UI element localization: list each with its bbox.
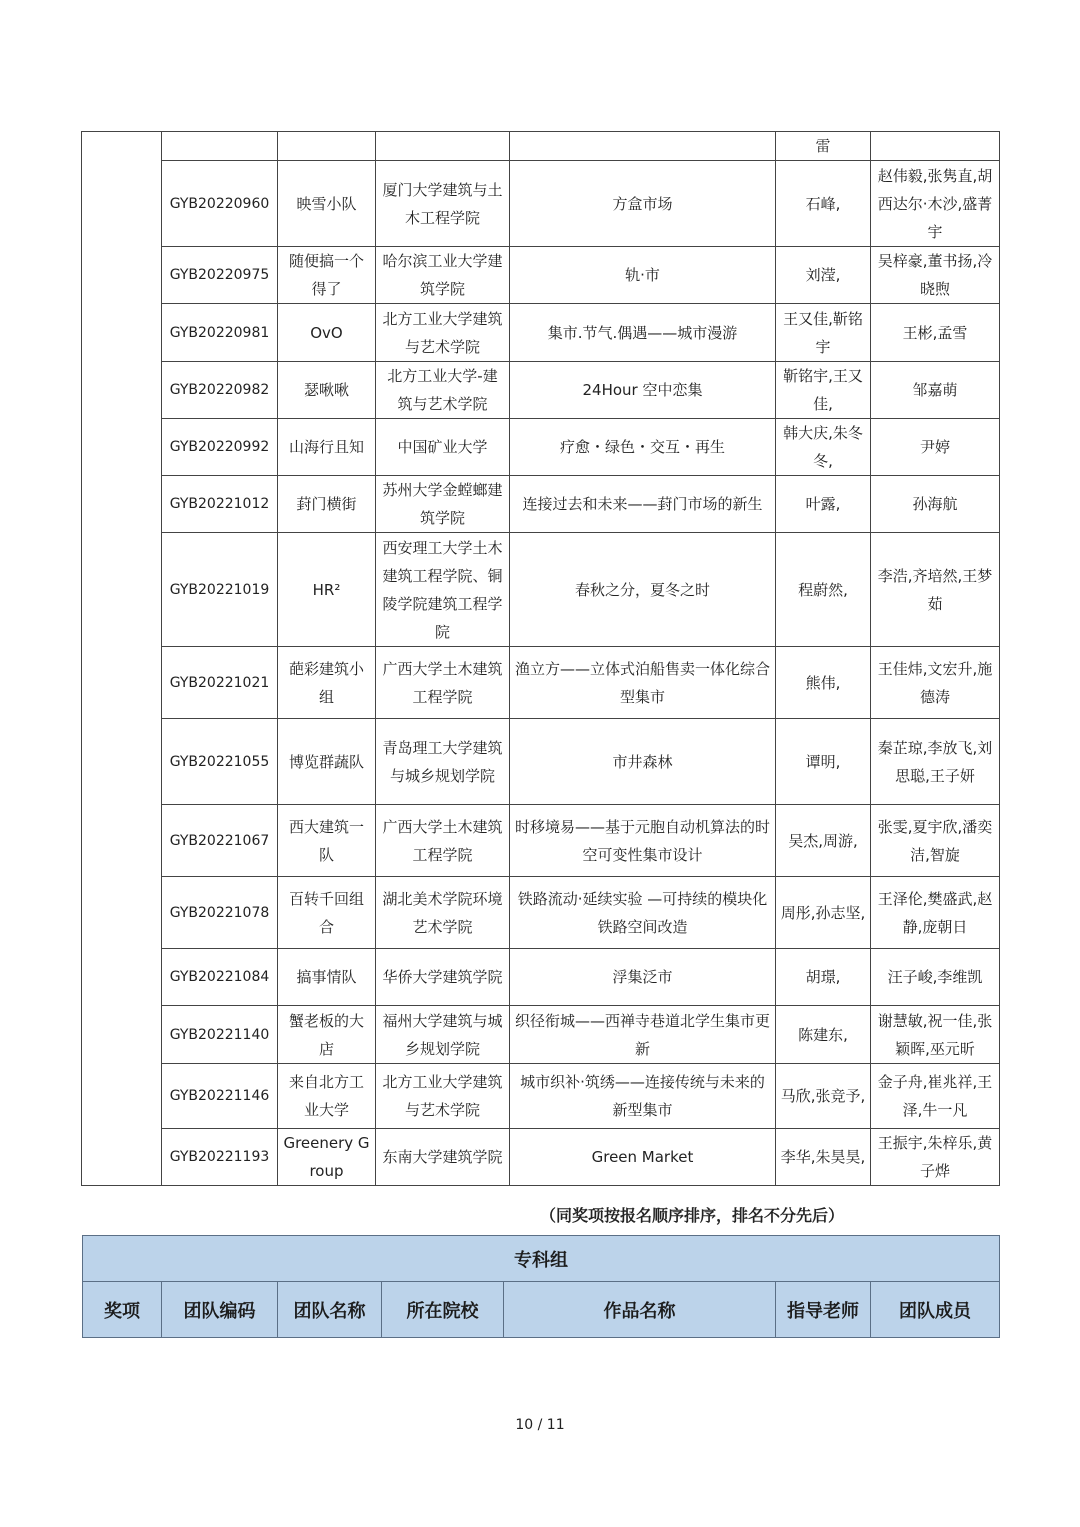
members-cell: 吴梓豪,董书扬,冷晓煦 xyxy=(871,247,1000,304)
school-cell: 广西大学土木建筑工程学院 xyxy=(376,805,510,877)
work-cell: 疗愈・绿色・交互・再生 xyxy=(510,419,776,476)
members-cell: 赵伟毅,张隽直,胡西达尔·木沙,盛菁宇 xyxy=(871,161,1000,247)
team-code-cell: GYB20220982 xyxy=(162,362,278,419)
team-name-cell: OvO xyxy=(278,304,376,362)
work-cell: 浮集泛市 xyxy=(510,949,776,1006)
advisor-cell: 雷 xyxy=(776,132,871,161)
members-cell: 尹婷 xyxy=(871,419,1000,476)
header-team-code: 团队编码 xyxy=(162,1282,278,1338)
members-cell: 王振宇,朱梓乐,黄子烨 xyxy=(871,1129,1000,1186)
table-row xyxy=(82,304,1000,362)
members-cell: 李浩,齐培然,王梦茹 xyxy=(871,533,1000,647)
team-code-cell: GYB20221140 xyxy=(162,1006,278,1064)
members-cell: 孙海航 xyxy=(871,476,1000,533)
team-name-cell: 葩彩建筑小组 xyxy=(278,647,376,719)
work-cell: 渔立方——立体式泊船售卖一体化综合型集市 xyxy=(510,647,776,719)
school-cell: 北方工业大学-建筑与艺术学院 xyxy=(376,362,510,419)
table-row xyxy=(82,949,1000,1006)
award-cell xyxy=(82,132,162,1186)
team-code-cell: GYB20221084 xyxy=(162,949,278,1006)
advisor-cell: 胡璟, xyxy=(776,949,871,1006)
table-row xyxy=(82,533,1000,647)
advisor-cell: 马欣,张竞予, xyxy=(776,1064,871,1129)
table-row xyxy=(82,161,1000,247)
school-cell xyxy=(376,132,510,161)
header-team-name: 团队名称 xyxy=(278,1282,382,1338)
team-name-cell: 来自北方工业大学 xyxy=(278,1064,376,1129)
table-row xyxy=(82,419,1000,476)
school-cell: 哈尔滨工业大学建筑学院 xyxy=(376,247,510,304)
team-code-cell: GYB20221146 xyxy=(162,1064,278,1129)
team-code-cell: GYB20220975 xyxy=(162,247,278,304)
team-code-cell: GYB20220992 xyxy=(162,419,278,476)
team-name-cell: HR² xyxy=(278,533,376,647)
table-row xyxy=(82,647,1000,719)
table-row xyxy=(82,719,1000,805)
school-cell: 中国矿业大学 xyxy=(376,419,510,476)
header-members: 团队成员 xyxy=(871,1282,1000,1338)
members-cell: 秦芷琼,李放飞,刘思聪,王子妍 xyxy=(871,719,1000,805)
header-advisor: 指导老师 xyxy=(776,1282,871,1338)
team-name-cell: 瑟啾啾 xyxy=(278,362,376,419)
ranking-note: （同奖项按报名顺序排序，排名不分先后） xyxy=(540,1206,845,1225)
table-row xyxy=(82,1006,1000,1064)
team-name-cell: 随便搞一个得了 xyxy=(278,247,376,304)
work-cell: 连接过去和未来——葑门市场的新生 xyxy=(510,476,776,533)
team-code-cell: GYB20221067 xyxy=(162,805,278,877)
members-cell: 王泽伦,樊盛武,赵静,庞朝日 xyxy=(871,877,1000,949)
page-number: 10 / 11 xyxy=(515,1417,565,1433)
zhuanke-title: 专科组 xyxy=(83,1236,1000,1282)
school-cell: 华侨大学建筑学院 xyxy=(376,949,510,1006)
table-row xyxy=(82,877,1000,949)
school-cell: 青岛理工大学建筑与城乡规划学院 xyxy=(376,719,510,805)
members-cell: 王佳炜,文宏升,施德涛 xyxy=(871,647,1000,719)
work-cell xyxy=(510,132,776,161)
team-code-cell: GYB20221019 xyxy=(162,533,278,647)
work-cell: 时移境易——基于元胞自动机算法的时空可变性集市设计 xyxy=(510,805,776,877)
team-name-cell: 搞事情队 xyxy=(278,949,376,1006)
advisor-cell: 陈建东, xyxy=(776,1006,871,1064)
header-school: 所在院校 xyxy=(382,1282,504,1338)
table-row xyxy=(82,1129,1000,1186)
team-name-cell: 蟹老板的大店 xyxy=(278,1006,376,1064)
advisor-cell: 叶露, xyxy=(776,476,871,533)
zhuanke-header-table xyxy=(82,1235,1000,1338)
advisor-cell: 刘滢, xyxy=(776,247,871,304)
team-name-cell: 百转千回组合 xyxy=(278,877,376,949)
school-cell: 东南大学建筑学院 xyxy=(376,1129,510,1186)
advisor-cell: 谭明, xyxy=(776,719,871,805)
table-row xyxy=(82,805,1000,877)
school-cell: 北方工业大学建筑与艺术学院 xyxy=(376,1064,510,1129)
team-code-cell: GYB20221021 xyxy=(162,647,278,719)
team-code-cell: GYB20221055 xyxy=(162,719,278,805)
members-cell: 邹嘉萌 xyxy=(871,362,1000,419)
advisor-cell: 靳铭宇,王又佳, xyxy=(776,362,871,419)
team-code-cell: GYB20220981 xyxy=(162,304,278,362)
team-code-cell: GYB20221012 xyxy=(162,476,278,533)
team-name-cell: 博览群蔬队 xyxy=(278,719,376,805)
table-row xyxy=(82,476,1000,533)
team-name-cell: 葑门横街 xyxy=(278,476,376,533)
team-name-cell: 西大建筑一队 xyxy=(278,805,376,877)
advisor-cell: 吴杰,周游, xyxy=(776,805,871,877)
table-row xyxy=(82,247,1000,304)
team-code-cell: GYB20221078 xyxy=(162,877,278,949)
advisor-cell: 李华,朱昊昊, xyxy=(776,1129,871,1186)
team-name-cell xyxy=(278,132,376,161)
team-code-cell: GYB20221193 xyxy=(162,1129,278,1186)
work-cell: Green Market xyxy=(510,1129,776,1186)
school-cell: 福州大学建筑与城乡规划学院 xyxy=(376,1006,510,1064)
team-name-cell: 山海行且知 xyxy=(278,419,376,476)
work-cell: 集市.节气.偶遇——城市漫游 xyxy=(510,304,776,362)
team-code-cell: GYB20220960 xyxy=(162,161,278,247)
advisor-cell: 韩大庆,朱冬冬, xyxy=(776,419,871,476)
school-cell: 苏州大学金螳螂建筑学院 xyxy=(376,476,510,533)
work-cell: 春秋之分，夏冬之时 xyxy=(510,533,776,647)
members-cell: 王彬,孟雪 xyxy=(871,304,1000,362)
work-cell: 方盒市场 xyxy=(510,161,776,247)
work-cell: 铁路流动·延续实验 —可持续的模块化铁路空间改造 xyxy=(510,877,776,949)
advisor-cell: 石峰, xyxy=(776,161,871,247)
members-cell: 张雯,夏宇欣,潘奕洁,智旋 xyxy=(871,805,1000,877)
advisor-cell: 程蔚然, xyxy=(776,533,871,647)
table-row xyxy=(82,132,1000,161)
header-award: 奖项 xyxy=(83,1282,162,1338)
award-table xyxy=(81,131,1000,1186)
work-cell: 城市织补·筑绣——连接传统与未来的新型集市 xyxy=(510,1064,776,1129)
members-cell: 金子舟,崔兆祥,王泽,牛一凡 xyxy=(871,1064,1000,1129)
team-code-cell xyxy=(162,132,278,161)
school-cell: 西安理工大学土木建筑工程学院、铜陵学院建筑工程学院 xyxy=(376,533,510,647)
work-cell: 24Hour 空中恋集 xyxy=(510,362,776,419)
school-cell: 湖北美术学院环境艺术学院 xyxy=(376,877,510,949)
advisor-cell: 熊伟, xyxy=(776,647,871,719)
members-cell: 汪子峻,李维凯 xyxy=(871,949,1000,1006)
members-cell: 谢慧敏,祝一佳,张颖晖,巫元昕 xyxy=(871,1006,1000,1064)
team-name-cell: 映雪小队 xyxy=(278,161,376,247)
table-row xyxy=(82,1064,1000,1129)
members-cell xyxy=(871,132,1000,161)
header-work: 作品名称 xyxy=(504,1282,776,1338)
school-cell: 广西大学土木建筑工程学院 xyxy=(376,647,510,719)
advisor-cell: 周彤,孙志坚, xyxy=(776,877,871,949)
school-cell: 北方工业大学建筑与艺术学院 xyxy=(376,304,510,362)
work-cell: 市井森林 xyxy=(510,719,776,805)
table-row xyxy=(82,362,1000,419)
work-cell: 织径衔城——西禅寺巷道北学生集市更新 xyxy=(510,1006,776,1064)
team-name-cell: Greenery Group xyxy=(278,1129,376,1186)
school-cell: 厦门大学建筑与土木工程学院 xyxy=(376,161,510,247)
advisor-cell: 王又佳,靳铭宇 xyxy=(776,304,871,362)
work-cell: 轨·市 xyxy=(510,247,776,304)
